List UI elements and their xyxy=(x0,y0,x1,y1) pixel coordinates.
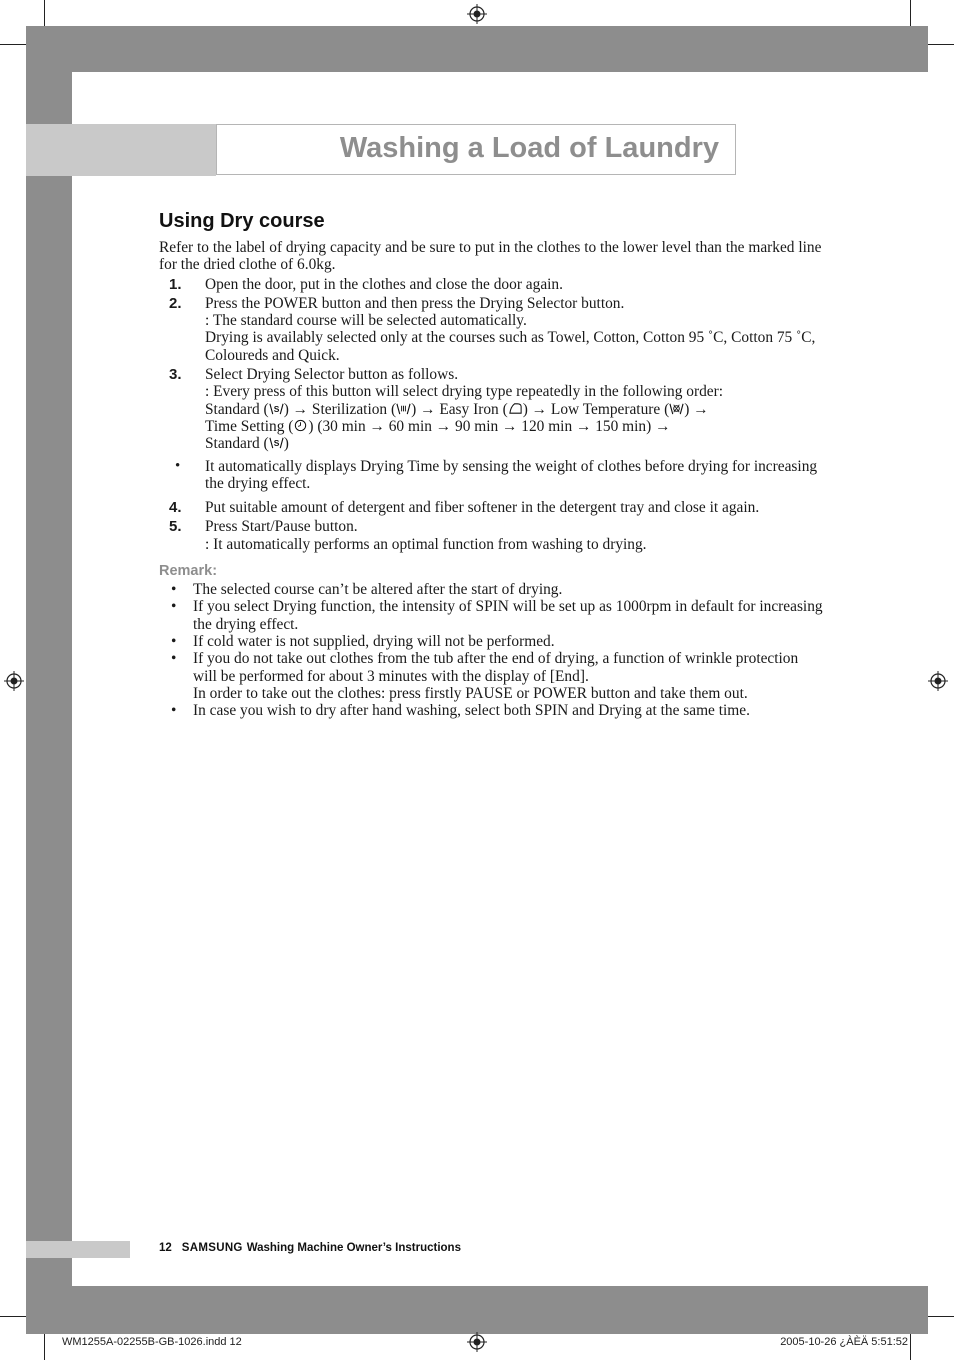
drying-sequence xyxy=(205,418,824,435)
sterilization-dry-icon xyxy=(396,401,411,416)
drying-sequence xyxy=(205,401,824,418)
registration-mark-icon xyxy=(4,671,24,691)
easy-iron-icon xyxy=(508,401,523,416)
step-2 xyxy=(159,295,824,364)
list-item: • The selected course can’t be altered after the start of drying. xyxy=(171,581,563,599)
step-text: Select Drying Selector button as follows. xyxy=(205,366,459,384)
bullet: • xyxy=(175,457,181,474)
standard-dry-icon xyxy=(269,435,284,450)
list-item: • If cold water is not supplied, drying will not be performed. xyxy=(171,632,555,650)
step-text: It automatically displays Drying Time by sensing the weight of clothes before drying for increasing the drying effect. xyxy=(205,457,818,492)
svg-text:S: S xyxy=(273,403,279,414)
step-number: 4. xyxy=(169,499,182,517)
intro-paragraph: Refer to the label of drying capacity and be sure to put in the clothes to the lower level than the marked line for the dried clothe of 6.0kg. xyxy=(159,239,822,274)
list-item: In order to take out the clothes: press firstly PAUSE or POWER button and take them out. xyxy=(193,684,748,702)
crop-mark xyxy=(44,1334,45,1360)
crop-mark xyxy=(910,1334,911,1360)
crop-mark xyxy=(928,44,954,45)
sequence-text: ) → Sterilization ( xyxy=(283,400,397,418)
crop-mark xyxy=(910,0,911,26)
timer-icon xyxy=(293,418,308,433)
step-3 xyxy=(159,366,824,452)
footer-band xyxy=(26,1241,130,1258)
step-number: 3. xyxy=(169,366,182,384)
step-number: 1. xyxy=(169,275,182,293)
page-frame-bottom xyxy=(26,1286,928,1334)
page-footer xyxy=(159,1242,461,1254)
remark-list xyxy=(159,581,824,719)
sequence-text: Standard ( xyxy=(205,400,269,418)
sequence-text: ) xyxy=(283,435,289,453)
crop-mark xyxy=(0,44,26,45)
step-1 xyxy=(159,276,824,293)
step-text: Press the POWER button and then press the Drying Selector button. xyxy=(205,294,625,312)
sequence-text: Time Setting ( xyxy=(205,417,294,435)
title-band xyxy=(26,124,216,176)
registration-mark-icon xyxy=(928,671,948,691)
remark-title: Remark: xyxy=(159,563,218,580)
svg-text:S: S xyxy=(273,438,279,449)
step-text: Open the door, put in the clothes and close the door again. xyxy=(205,275,563,293)
crop-mark xyxy=(0,1316,26,1317)
sequence-text: Standard ( xyxy=(205,435,269,453)
step-text: Drying is availably selected only at the courses such as Towel, Cotton, Cotton 95 ˚C, Cotton 75 ˚C, Coloureds and Quick. xyxy=(205,329,816,364)
page-frame-top xyxy=(26,26,928,72)
step-text: : It automatically performs an optimal function from washing to drying. xyxy=(205,535,647,553)
step-text: Put suitable amount of detergent and fiber softener in the detergent tray and close it again. xyxy=(205,499,760,517)
page-title: Washing a Load of Laundry xyxy=(339,132,719,164)
title-box xyxy=(216,124,736,175)
registration-mark-icon xyxy=(467,4,487,24)
sequence-text: ) → xyxy=(684,400,709,418)
step-text: : Every press of this button will select drying type repeatedly in the following order: xyxy=(205,383,724,401)
step-5 xyxy=(159,518,824,553)
print-file-info: WM1255A-02255B-GB-1026.indd 12 xyxy=(62,1336,242,1348)
crop-mark xyxy=(44,0,45,26)
sequence-text: ) → Low Temperature ( xyxy=(522,400,670,418)
sequence-text: ) (30 min → 60 min → 90 min → 120 min → 150 min) → xyxy=(308,417,671,435)
brand-name: SAMSUNG xyxy=(181,1242,243,1254)
standard-dry-icon xyxy=(269,401,284,416)
sequence-text: ) → Easy Iron ( xyxy=(411,400,508,418)
list-item: • In case you wish to dry after hand washing, select both SPIN and Drying at the same time. xyxy=(171,702,750,720)
section-title: Using Dry course xyxy=(159,210,325,232)
drying-sequence xyxy=(205,435,824,452)
page-frame-left xyxy=(26,72,72,1286)
page-number: 12 xyxy=(159,1242,172,1254)
main-content xyxy=(159,210,824,719)
registration-mark-icon xyxy=(467,1332,487,1352)
step-text: : The standard course will be selected automatically. xyxy=(205,312,527,330)
print-date-info: 2005-10-26 ¿ÀÈÄ 5:51:52 xyxy=(780,1336,908,1348)
step-number: 5. xyxy=(169,518,182,536)
step-number: 2. xyxy=(169,294,182,312)
step-text: Press Start/Pause button. xyxy=(205,518,358,536)
step-bullet xyxy=(159,458,824,493)
low-temperature-icon xyxy=(669,401,684,416)
list-item: • If you do not take out clothes from the tub after the end of drying, a function of wrinkle protection will be performed for about 3 minutes with the display of [End]. xyxy=(171,650,799,685)
footer-text: Washing Machine Owner’s Instructions xyxy=(246,1242,461,1254)
list-item: • If you select Drying function, the intensity of SPIN will be set up as 1000rpm in default for increasing the drying effect. xyxy=(171,598,823,633)
step-4 xyxy=(159,499,824,516)
crop-mark xyxy=(928,1316,954,1317)
